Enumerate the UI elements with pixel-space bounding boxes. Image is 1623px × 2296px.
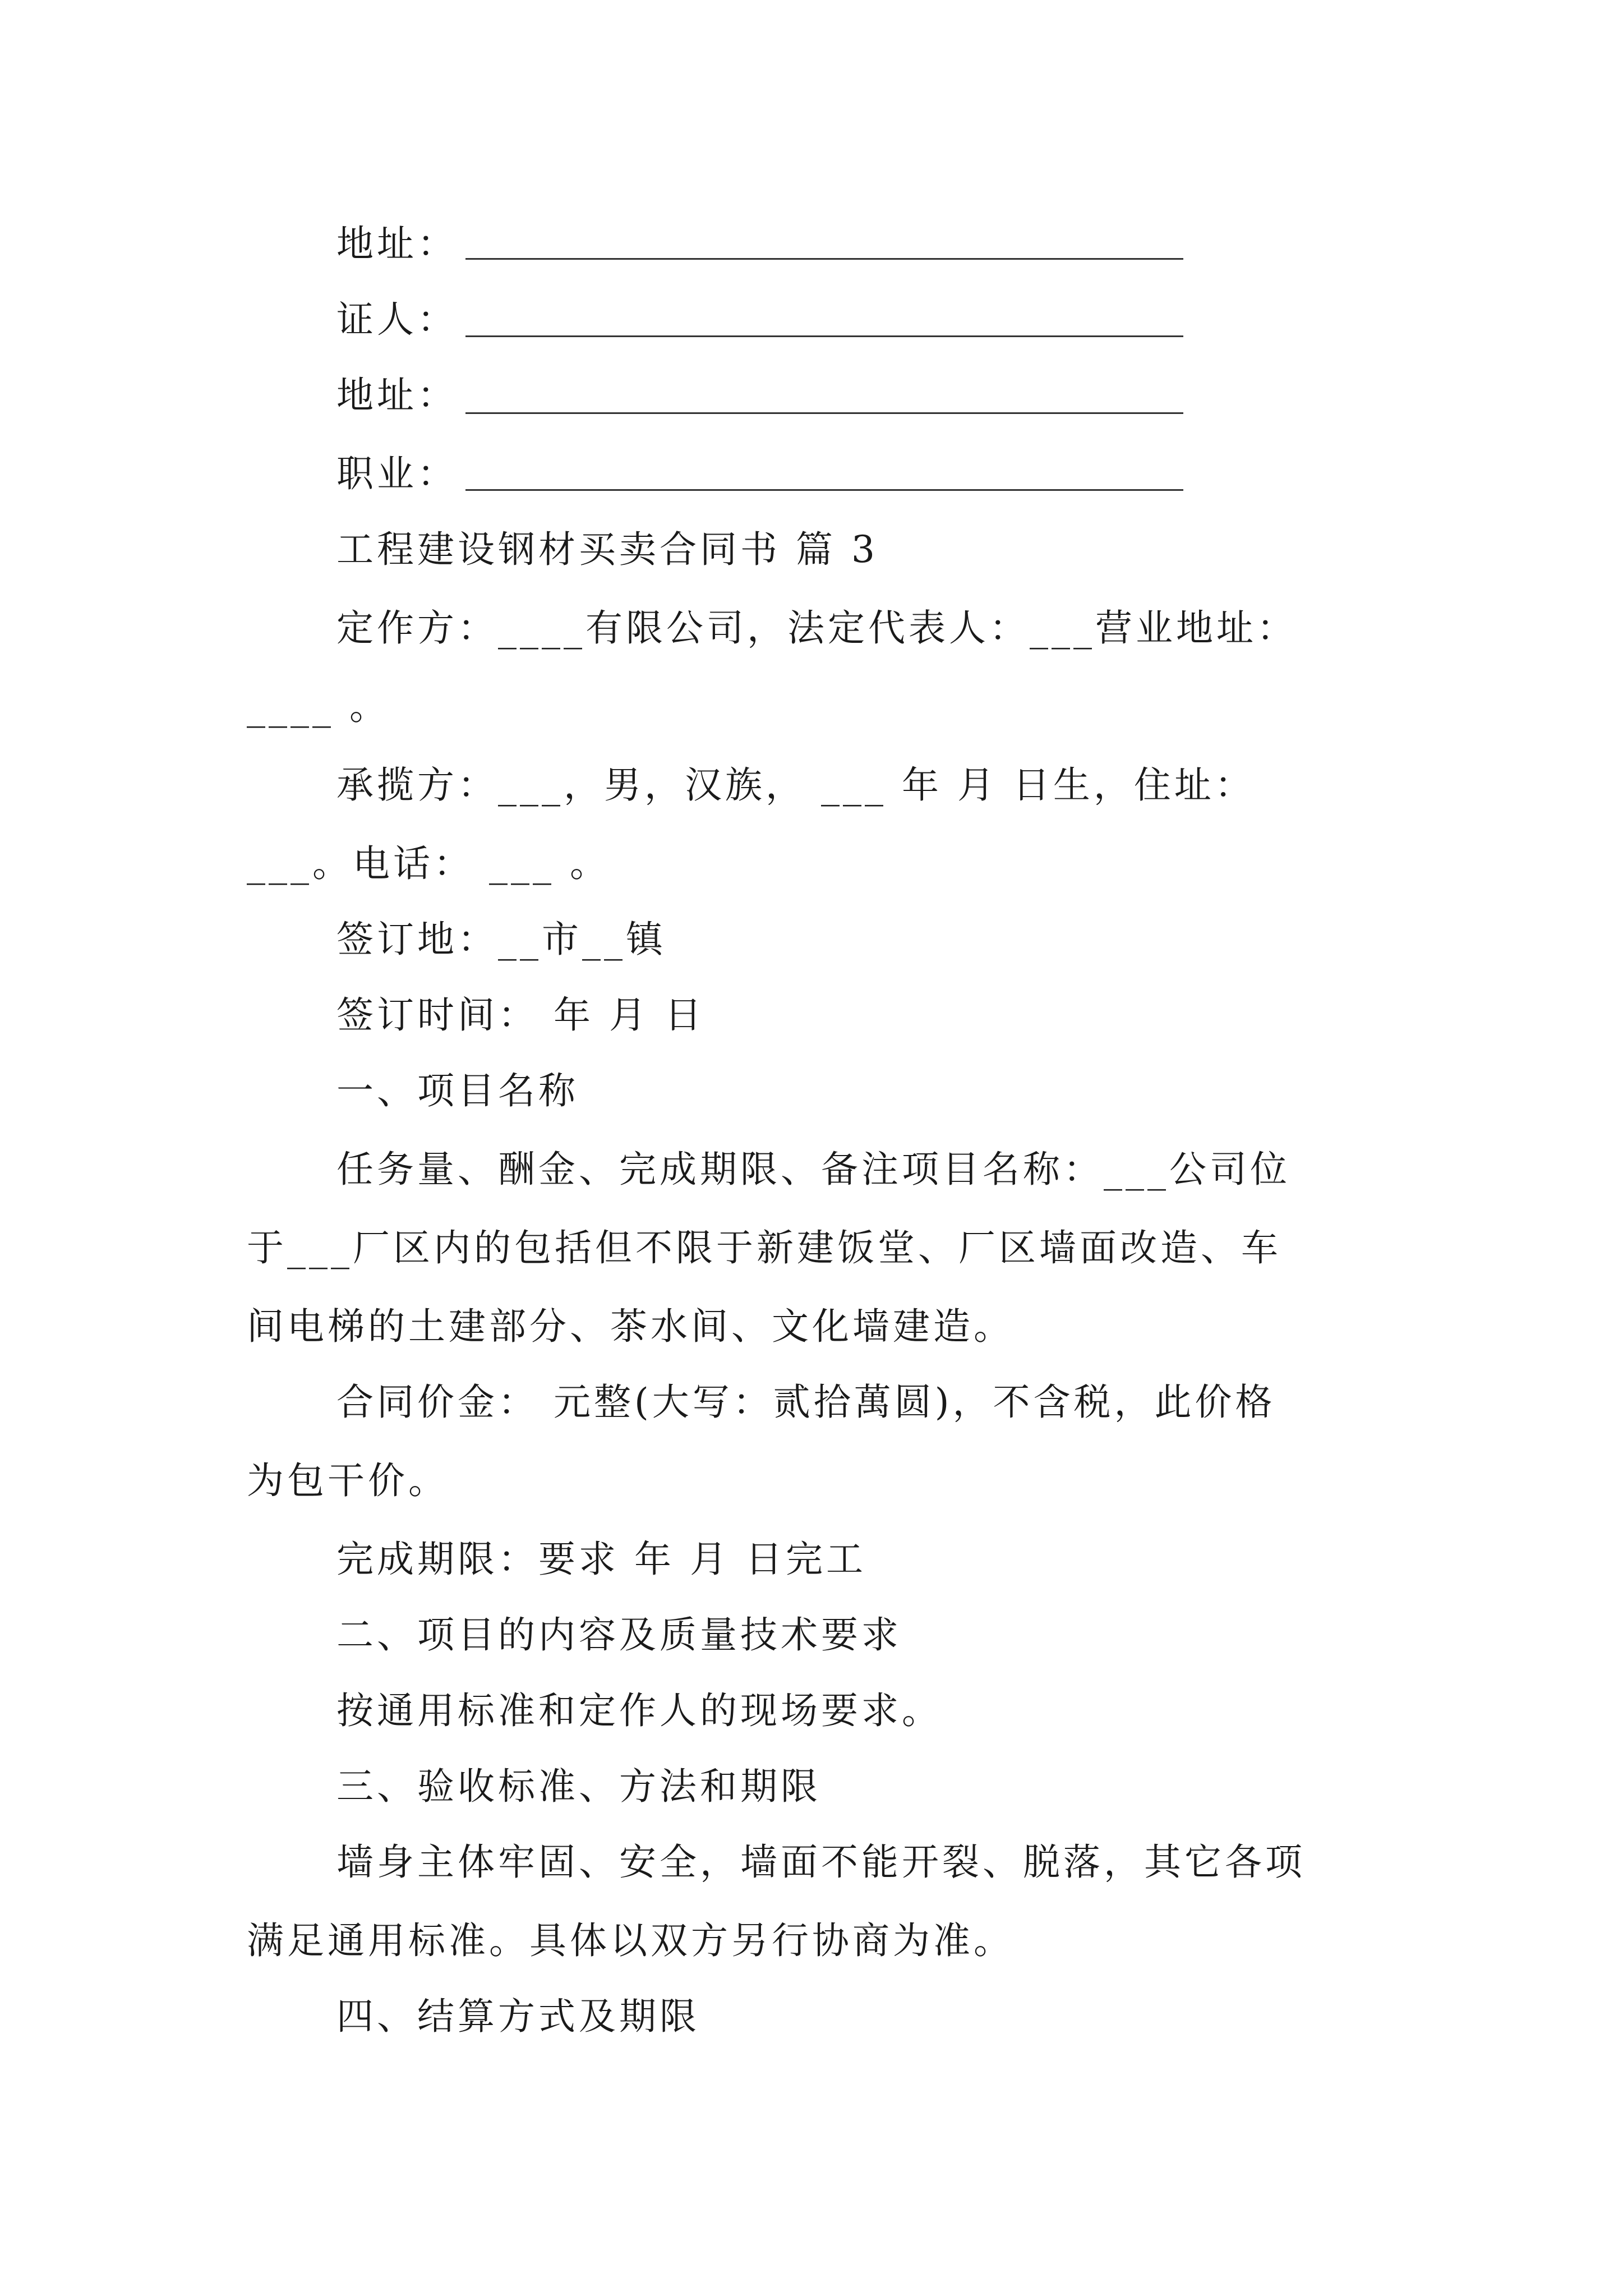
- section-heading: 二、项目的内容及质量技术要求: [336, 1613, 902, 1657]
- paragraph-line: ____ 。: [247, 685, 390, 728]
- field-occupation: [336, 449, 458, 499]
- field-blank-line: [465, 258, 1183, 260]
- paragraph-line: ___。电话： ___ 。: [247, 842, 610, 885]
- paragraph-line: 任务量、酬金、完成期限、备注项目名称：___公司位: [336, 1148, 1290, 1191]
- paragraph-line: 定作方：____有限公司，法定代表人：___营业地址：: [336, 606, 1297, 650]
- field-label: 证人：: [336, 298, 458, 341]
- field-label: 地址：: [336, 374, 458, 417]
- paragraph-line: 按通用标准和定作人的现场要求。: [336, 1689, 942, 1732]
- field-witness: [336, 295, 458, 345]
- paragraph-line: 签订地：__市__镇: [336, 918, 666, 961]
- paragraph-line: 满足通用标准。具体以双方另行协商为准。: [247, 1919, 1014, 1962]
- field-address-2: [336, 370, 458, 421]
- section-title: 工程建设钢材买卖合同书 篇 3: [336, 528, 878, 571]
- field-address-1: [336, 219, 458, 269]
- field-blank-line: [465, 335, 1183, 337]
- paragraph-line: 于___厂区内的包括但不限于新建饭堂、厂区墙面改造、车: [247, 1226, 1281, 1269]
- section-heading: 四、结算方式及期限: [336, 1995, 700, 2038]
- paragraph-line: 签订时间： 年 月 日: [336, 993, 705, 1037]
- field-blank-line: [465, 489, 1183, 491]
- paragraph-line: 间电梯的土建部分、茶水间、文化墙建造。: [247, 1305, 1014, 1348]
- paragraph-line: 承揽方：___，男，汉族， ___ 年 月 日生，住址：: [336, 763, 1255, 807]
- paragraph-line: 合同价金： 元整(大写：贰拾萬圆)，不含税，此价格: [336, 1381, 1276, 1424]
- section-heading: 三、验收标准、方法和期限: [336, 1765, 821, 1808]
- field-label: 地址：: [336, 222, 458, 265]
- section-heading: 一、项目名称: [336, 1069, 579, 1112]
- paragraph-line: 完成期限：要求 年 月 日完工: [336, 1538, 866, 1581]
- field-label: 职业：: [336, 452, 458, 495]
- paragraph-line: 墙身主体牢固、安全，墙面不能开裂、脱落，其它各项: [336, 1841, 1306, 1884]
- field-blank-line: [465, 412, 1183, 414]
- paragraph-line: 为包干价。: [247, 1459, 449, 1502]
